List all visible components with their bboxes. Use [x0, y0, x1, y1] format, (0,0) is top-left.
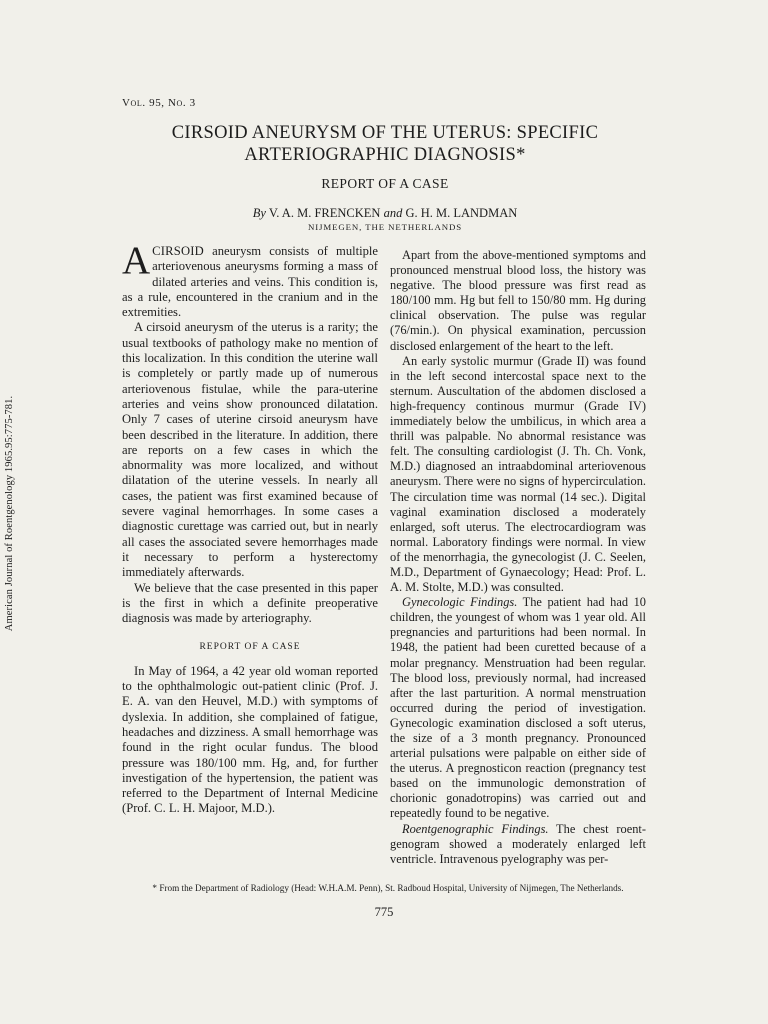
side-citation: [0, 388, 20, 638]
paragraph: A cirsoid aneurysm of the uterus is a rarity; the usual textbooks of pathology make no mention of this localization. In this condition the uterine wall is completely or partly made up of numerous arteriovenous fistulae, while the para-uterine arteries and veins show pronounced dilatation. Only 7 cases of uterine cirsoid aneurysm have been described in the literature. In addition, there are reports on a few cases in which the abnormality was more localized, and without dilatation of the uterine vessels. In nearly all cases, the patient was first examined because of severe vaginal hemorrhages. In some cases a diagnostic curettage was carried out, but in nearly all cases the associated severe hemorrhages made it necessary to perform a hysterectomy immediately afterwards.: [122, 320, 378, 580]
byline-and: and: [383, 206, 403, 220]
byline: [100, 206, 670, 221]
paragraph: In May of 1964, a 42 year old woman reported to the ophthalmologic out-patient clinic (Prof. J. E. A. van den Heuvel, M.D.) with symptoms of dyslexia. In addition, she complained of fatigue, headaches and dizziness. A small hemorrhage was found in the right ocular fundus. The blood pressure was 180/100 mm. Hg, and, for further investigation of the hypertension, the patient was referred to the Department of Internal Medicine (Prof. C. L. H. Majoor, M.D.).: [122, 663, 378, 816]
paragraph: We believe that the case presented in this paper is the first in which a definite preoperative diagnosis was made by arteriography.: [122, 580, 378, 626]
author-1: V. A. M. FRENCKEN: [268, 206, 381, 220]
section-heading: REPORT OF A CASE: [199, 642, 301, 653]
right-column: [390, 248, 646, 867]
running-head: Vol. 95, No. 3: [122, 97, 196, 109]
affiliation: NIJMEGEN, THE NETHERLANDS: [307, 222, 463, 232]
page-number: 775: [374, 905, 394, 919]
paragraph-text: The patient had had 10 children, the youngest of whom was 1 year old. All pregnancies and parturitions had been normal. In 1948, the patient had been curetted because of a molar pregnancy. Menstruation had been regular. The blood loss, previously normal, had increased after the last parturition. A normal menstruation occurred during the period of investigation. Gynecologic examination disclosed a soft uterus, the size of a 3 month pregnancy. Pronounced arterial pulsations were palpable on either side of the uterus. A pregnosticon reaction (pregnancy test based on the immunologic demonstration of chorionic gonadotropins) was carried out and repeatedly found to be negative.: [390, 595, 646, 821]
paragraph: Apart from the above-mentioned symptoms and pronounced menstrual blood loss, the history was negative. The blood pressure was first read as 180/100 mm. Hg but fell to 150/80 mm. Hg during clinical observation. The pulse was regular (76/min.). On physical examination, percussion disclosed enlargement of the heart to the left.: [390, 248, 646, 353]
intro-paragraph: [122, 239, 378, 320]
paragraph: An early systolic murmur (Grade II) was found in the left second intercostal space next to the sternum. Auscultation of the abdomen disclosed a high-frequency continous murmur (Grade IV) immediately below the umbilicus, in which area a thrill was palpable. No abnormal resistance was felt. The consulting cardiologist (J. Th. Ch. Vonk, M.D.) diagnosed an intraabdominal arteriovenous aneurysm. There were no signs of hypercirculation. The circulation time was normal (14 sec.). Digital vaginal examination disclosed a moderately enlarged, soft uterus. The electrocardiogram was normal. Laboratory findings were normal. In view of the menorrhagia, the gynecologist (J. C. Seelen, M.D., Department of Gynaecology; Head: Prof. L. A. M. Stolte, M.D.) was consulted.: [390, 353, 646, 595]
left-column: [122, 239, 378, 817]
article-title: CIRSOID ANEURYSM OF THE UTERUS: SPECIFIC ARTERIOGRAPHIC DIAGNOSIS*: [171, 123, 599, 165]
intro-caps: CIRSOID: [152, 244, 204, 258]
author-2: G. H. M. LANDMAN: [405, 206, 518, 220]
byline-by: By: [252, 206, 266, 220]
paragraph-text: The chest roentgenogram showed a moderately enlarged left ventricle. Intravenous pyelography was per-: [390, 821, 646, 866]
run-in-heading: Gynecologic Findings.: [402, 595, 518, 610]
intro-text: aneurysm consists of multiple arteriovenous aneurysms forming a mass of dilated arteries and veins. This condition is, as a rule, encountered in the cranium and in the extremities.: [122, 244, 378, 320]
side-citation-text: American Journal of Roentgenology 1965.95:775-781.: [4, 395, 16, 631]
article-subtitle: REPORT OF A CASE: [321, 176, 449, 191]
drop-cap: A: [122, 239, 151, 282]
gynecologic-paragraph: [390, 595, 646, 821]
run-in-heading: Roentgenographic Findings.: [402, 821, 549, 836]
roentgenographic-paragraph: [390, 822, 646, 867]
footnote: * From the Department of Radiology (Head: W.H.A.M. Penn), St. Radboud Hospital, University of Nijmegen, The Netherlands.: [152, 883, 624, 893]
